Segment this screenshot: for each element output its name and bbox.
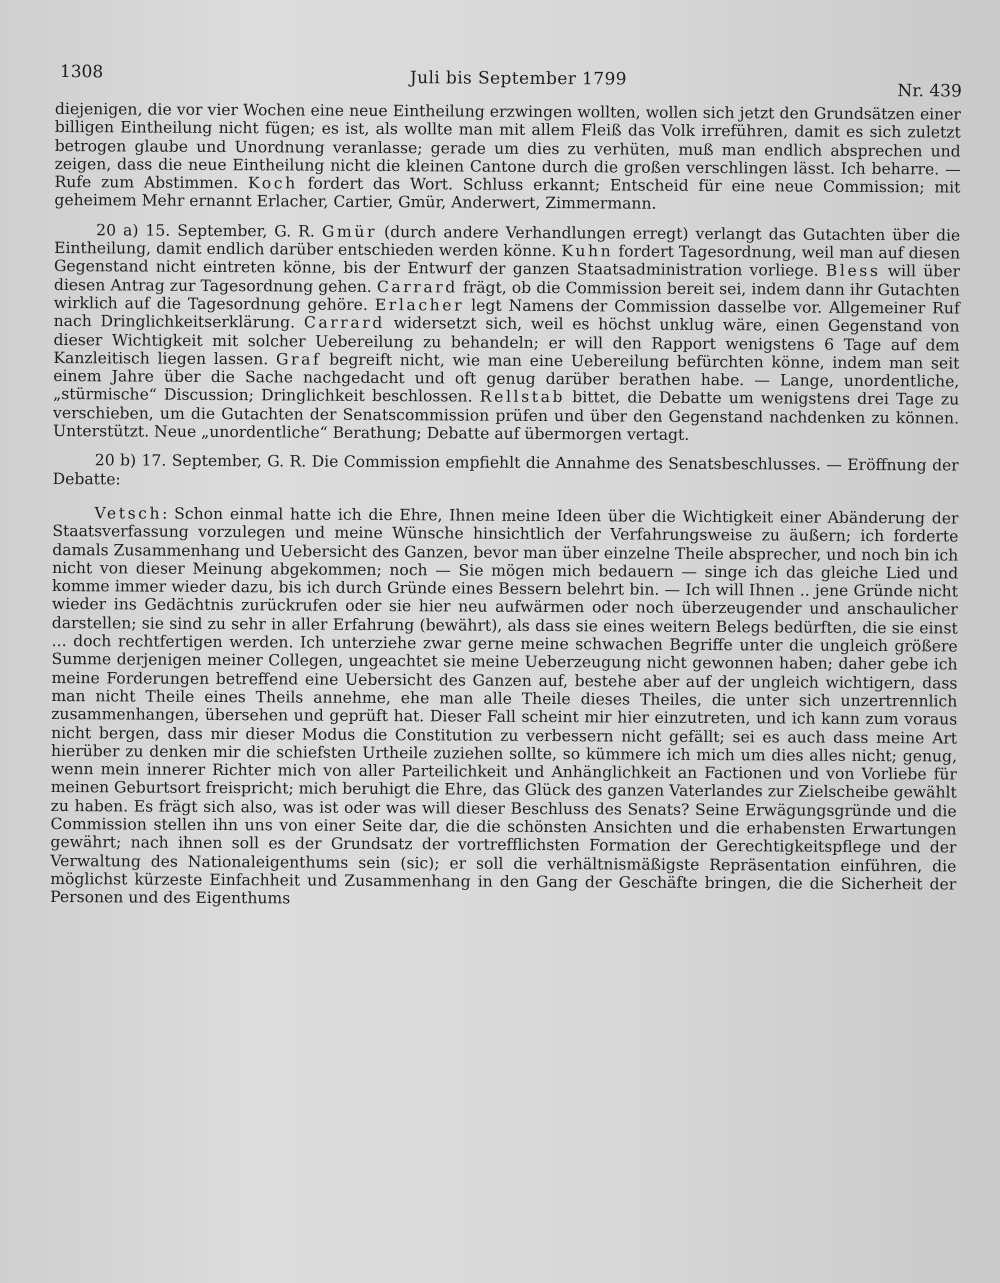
speaker-name: Erlacher — [374, 295, 465, 315]
document-number: Nr. 439 — [897, 81, 962, 102]
document-body — [50, 100, 961, 912]
paragraph-20b — [53, 451, 959, 493]
speaker-name: Graf — [275, 350, 322, 369]
text-segment: widersetzt sich, weil es höchst unklug wäre, einen Gegenstand von dieser Wichtigkeit mit solcher Uebereilung zu behandeln; er will den Rapport wenigstens 6 Tage auf dem Kanzleitisch liegen lassen. — [53, 314, 960, 369]
paragraph-speech-vetsch — [50, 504, 958, 912]
speaker-name: Carrard — [303, 313, 385, 333]
text-segment: : Schon einmal hatte ich die Ehre, Ihnen meine Ideen über die Wichtigkeit einer Abänderung der Staatsverfassung vorzulegen und meine Wünsche hinsichtlich der Verfahrungsweise zu äußern; ich forderte damals Zusammenhang und Uebersicht des Ganzen, bevor man über einzelne Theile absprecher, und noch bin ich nicht von dieser Meinung abgekommen; noch — Sie mögen mich bedauern — singe ich das gleiche Lied und komme immer wieder dazu, bis ich durch Gründe eines Bessern belehrt bin. — Ich will Ihnen .. jene Gründe nicht wieder ins Gedächtnis zurückrufen oder sie hier neu aufwärmen oder noch überzeugender und anschaulicher darstellen; sie sind zu sehr in aller Erfahrung (bewährt), als dass sie eines weitern Belegs bedürften, die sie einst ... doch rechtfertigen werden. Ich unterziehe zwar gerne meine schwachen Begriffe unter die ungleich größere Summe derjenigen meiner Collegen, ungeachtet sie meine Ueberzeugung nicht gewonnen haben; daher gebe ich meine Forderungen betreffend eine Uebersicht des Ganzen auf, bestehe aber auf der ungleich wichtigern, dass man nicht Theile eines Theils annehme, ehe man alle Theile dieses Theiles, die unter sich unzertrennlich zusammenhangen, übersehen und geprüft hat. Dieser Fall scheint mir hier einzutreten, und ich kann zum voraus nicht bergen, dass mir dieser Modus die Constitution zu verbessern nicht gefällt; sei es auch dass meine Art hierüber zu denken mir die schiefsten Urtheile zuziehen sollte, so kümmere ich mich um dies alles nicht; genug, wenn mein innerer Richter mich von aller Parteilichkeit und Anhänglichkeit an Factionen und von Vorliebe für meinen Geburtsort freispricht; mich beruhigt die Ehre, das Glück des ganzen Vaterlandes zur Zielscheibe gewählt zu haben. Es frägt sich also, was ist oder was will dieser Beschluss des Senats? Seine Erwägungsgründe und die Commission stellen ihn uns von einer Seite dar, die die schönsten Ansichten und die erhabensten Erwartungen gewährt; nach ihnen soll es der Grundsatz der vortrefflichsten Formation der Gerechtigkeitspflege und der Verwaltung des Nationaleigenthums sein (sic); er soll die verhältnismäßigste Repräsentation einführen, die möglichst kürzeste Einfachheit und Zusammenhang in den Gang der Geschäfte bringen, die die Sicherheit der Personen und des Eigenthums — [50, 504, 959, 908]
speaker-name: Kuhn — [561, 242, 614, 261]
text-segment: fordert Tagesordnung, weil man auf diesen Gegenstand nicht eintreten könne, bis der Entwurf der ganzen Staatsadministration vorliege. — [53, 242, 961, 281]
paragraph-20a — [53, 221, 960, 446]
page-header — [59, 62, 962, 102]
text-segment: 20 b) 17. September, G. R. Die Commission empfiehlt die Annahme des Senatsbeschlusses. — Eröffnung der Debatte: — [52, 451, 959, 489]
text-segment: 20 a) 15. September, G. R. — [96, 221, 322, 241]
text-segment: (durch andere Verhandlungen erregt) verlangt das Gutachten über die Eintheilung, damit endlich darüber entschieden werden könne. — [54, 222, 961, 261]
text-segment: diejenigen, die vor vier Wochen eine neue Eintheilung erzwingen wollten, wollen sich jetzt den Grundsätzen einer billigen Eintheilung nicht fügen; es ist, als wollte man mit allem Fleiß das Volk irreführen, damit es sich zuletzt betrogen glaube und Unordnung veranlasse; gerade um dies zu verhüten, muß man endlich absprechen und zeigen, dass die neue Eintheilung nicht die kleinen Cantone durch die großen verschlingen lässt. Ich beharre. — Rufe zum Abstimmen. — [54, 100, 961, 193]
text-segment: begreift nicht, wie man eine Uebereilung befürchten könne, indem man seit einem Jahre über die Sache nachgedacht und oft genug darüber berathen habe. — Lange, unordentliche, „stürmische“ Discussion; Dringlichkeit beschlossen. — [53, 350, 960, 407]
speaker-name: Vetsch — [94, 504, 163, 523]
speaker-name: Bless — [825, 262, 881, 281]
speaker-name: Rellstab — [479, 388, 566, 407]
speaker-name: Gmür — [321, 222, 378, 241]
speaker-name: Carrard — [376, 277, 458, 297]
paragraph-continuation — [54, 100, 961, 215]
text-segment: will über diesen Antrag zur Tagesordnung gehen. — [53, 262, 961, 296]
speaker-name: Koch — [247, 174, 298, 193]
text-segment: frägt, ob die Commission bereit sei, indem dann ihr Gutachten wirklich auf die Tagesordnung gehöre. — [53, 278, 960, 314]
running-title: Juli bis September 1799 — [409, 68, 627, 90]
text-segment: bittet, die Debatte um wenigstens drei Tage zu verschieben, um die Gutachten der Senatscommission prüfen und über den Gegenstand nachdenken zu können. Unterstützt. Neue „unordentliche“ Berathung; Debatte auf übermorgen vertagt. — [52, 388, 960, 444]
text-segment: fordert das Wort. Schluss erkannt; Entscheid für eine neue Commission; mit geheimem Mehr ernannt Erlacher, Cartier, Gmür, Anderwert, Zimmermann. — [54, 174, 961, 214]
page-number: 1308 — [59, 62, 104, 83]
text-segment: legt Namens der Commission dasselbe vor. Allgemeiner Ruf nach Dringlichkeitserklärung. — [53, 296, 960, 332]
